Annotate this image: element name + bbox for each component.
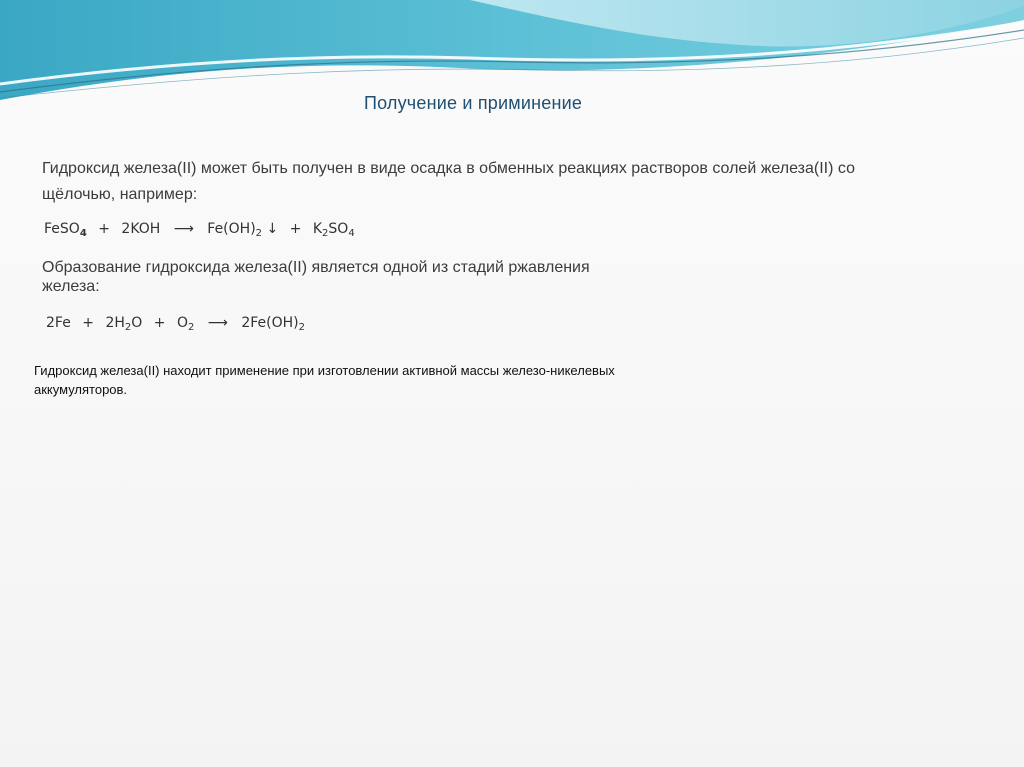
equation-feso4-koh [44, 221, 355, 237]
eq1-plus-2: + [289, 221, 302, 237]
eq1-precipitate-arrow: ↓ [266, 221, 279, 237]
equation-rusting [46, 315, 305, 331]
eq1-arrow: ⟶ [173, 221, 194, 237]
eq1-product-2: $K_2SO_4$ [312, 221, 355, 239]
eq2-reactant-1: 2Fe [46, 315, 71, 331]
eq1-reactant-2: 2KOH [121, 221, 161, 237]
eq2-arrow: ⟶ [207, 315, 228, 331]
eq2-plus-2: + [153, 315, 166, 331]
paragraph-rusting: Образование гидроксида железа(II) является одной из стадий ржавления железа: [42, 259, 590, 295]
eq2-product-1: $2Fe(OH)_2$ [241, 315, 305, 333]
eq2-reactant-2: $2H_2O$ [105, 315, 143, 333]
slide-title: Получение и приминение [363, 93, 583, 113]
paragraph-preparation: Гидроксид железа(II) может быть получен в виде осадка в обменных реакциях растворов солей железа(II) со щёлочью, например: [42, 160, 855, 203]
eq1-plus-1: + [98, 221, 110, 237]
paragraph-application: Гидроксид железа(II) находит применение при изготовлении активной массы железо-никелевых аккумуляторов. [34, 363, 615, 397]
eq1-product-1: $Fe(OH)_2$ [207, 221, 263, 239]
eq2-reactant-3: $O_2$ [176, 315, 195, 333]
eq1-reactant-1: FeSO$_4$ [44, 221, 87, 239]
eq2-plus-1: + [82, 315, 94, 331]
